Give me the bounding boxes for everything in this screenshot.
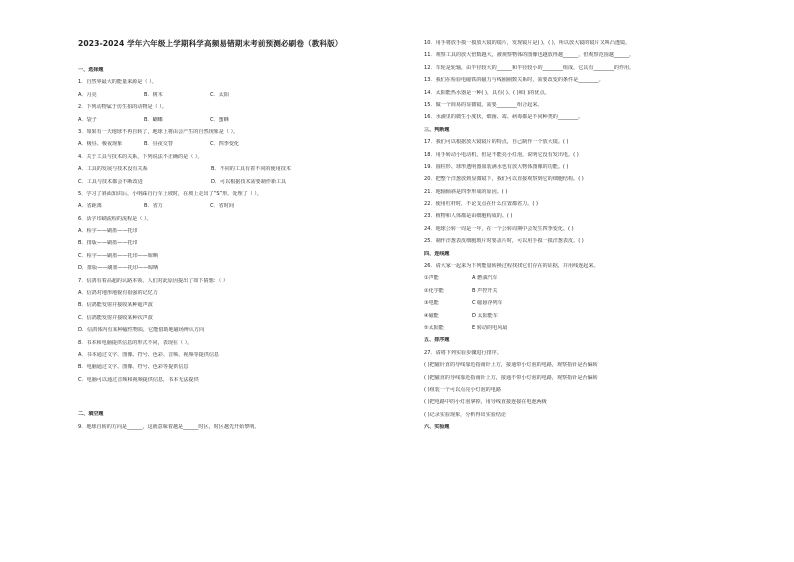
match-row: [424, 325, 774, 337]
question-6: 6．活字印刷流程的流程是（ ）。: [78, 215, 152, 222]
option: A．袋子: [78, 116, 97, 123]
option: B．不同的工具有着不同的使用技术: [211, 166, 291, 173]
sort-step: ( )把电路中的小灯泡拿掉，用导线直接连接在电池两极: [424, 399, 547, 406]
section-heading: 二、填空题: [78, 411, 104, 418]
question-18: 18．用手转动小电动机，但是不能亮小灯泡，说明它没有发出电。( ): [424, 151, 579, 158]
match-row: [424, 300, 774, 312]
section-heading: 六、实验题: [424, 424, 450, 431]
question-2: 2．下列动物属于仿生拍的动物是（ ）。: [78, 104, 167, 111]
question-13: 13．我们在检验电磁铁的磁力与线圈圈数关系时，需要改变的条件是________。: [424, 77, 604, 84]
option: C．信鸽能发射并接收某种次声波: [78, 314, 153, 321]
question-1: 1．自然界最大的能量来源是（ ）。: [78, 79, 157, 86]
match-row: [424, 313, 774, 325]
option: A．省距离: [78, 203, 102, 210]
sort-step: ( )记录实验现象，分析得出实验结论: [424, 411, 507, 418]
question-17: 17．我们可以根据放大镜镜片的特点，自己制作一个放大镜。( ): [424, 139, 569, 146]
options-3: [78, 141, 387, 153]
match-right: E 转动的电风扇: [472, 324, 508, 331]
question-15: 15．做一个简易的显微镜，需要________组合起来。: [424, 101, 543, 108]
option: B．信鸽能发射并接收某种超声波: [78, 302, 153, 309]
question-11: 11．观察工具的放大倍数越大，被观察物体的图像也越放得越______，但观察范围越______。: [424, 52, 635, 59]
match-left: ③电能: [424, 300, 439, 307]
question-22: 22．使用杠杆时，不论支点在什么位置都省力。( ): [424, 201, 538, 208]
question-4: 4．关于工具与技术的关系，下列说法不正确的是（ ）。: [78, 153, 203, 160]
option: B．昼夜交替: [144, 141, 173, 148]
option: B．电脑通过文字、图像、符号、色彩等提供信息: [78, 364, 189, 371]
sort-step: ( )把磁针直的导线靠近指南针上方，接通带小灯泡的电路，观察指针是否偏转: [424, 362, 598, 369]
option: C．检字——刷墨——托印——晾晒: [78, 252, 158, 259]
options-5: [78, 203, 387, 215]
option: D．排版——刷墨——托印——晾晒: [78, 265, 159, 272]
question-26: 26．请大家一起来为下列能量转换过程找找它们存在的证据，并用线连起来。: [424, 263, 599, 270]
option: D．信鸽体内有某种磁性物质，它能借助地磁场辨认方向: [78, 327, 205, 334]
match-row: [424, 275, 774, 287]
question-16: 16．水滴里的微生小度状，细菌、霉、病毒都是不同种类的________。: [424, 114, 584, 121]
option: C．工具与技术都会不断改进: [78, 178, 143, 185]
question-9: 9．地球自转的方向是______，这就意味着越是______时区，时区越先开始黎明。: [78, 423, 260, 430]
question-20: 20．把整个洋葱放到显微镜下，我们可以直接观察到它的细胞结构。( ): [424, 176, 584, 183]
sort-step: ( )把磁直的导线靠近指南针上方，接通不带小灯泡的电路，观察指针是否偏转: [424, 374, 598, 381]
match-left: ①声能: [424, 275, 439, 282]
question-3: 3．如果有一天地球不再自转了，地球上将由会产生的自然现象是（ ）。: [78, 128, 239, 135]
option: A．极昼、极夜现象: [78, 141, 123, 148]
option: B．树木: [144, 91, 163, 98]
option: C．蜜蜂: [210, 116, 229, 123]
option: D．可以根据技术需要制作新工具: [211, 178, 287, 185]
options-2: [78, 117, 387, 129]
option: C．四季变化: [210, 141, 240, 148]
section-heading: 五、排序题: [424, 337, 450, 344]
option: A．信鸽对地形地貌有很强的记忆力: [78, 290, 158, 297]
question-25: 25．制作洋葱表皮细胞玻片时要盖片时，可以用手摸一摸洋葱表皮。( ): [424, 238, 584, 245]
option: A．工具的发展与技术没有关系: [78, 166, 148, 173]
question-8: 8．书本和电脑提供信息的形式不同，表现在（ ）。: [78, 339, 193, 346]
option: C．太阳: [210, 91, 229, 98]
match-left: ②化学能: [424, 287, 444, 294]
option: A．书本通过文字、图像、符号、色彩、音频、视频等提供信息: [78, 351, 220, 358]
option: C．电脑可以通过音频和视频提供信息，书本无法提供: [78, 376, 199, 383]
match-right: C 磁悬浮列车: [472, 300, 503, 307]
option: A．检字——刷墨——托印: [78, 228, 138, 235]
option: B．排版——刷墨——托印: [78, 240, 138, 247]
match-right: B 声控开关: [472, 287, 498, 294]
match-row: [424, 288, 774, 300]
option: C．省时间: [210, 203, 234, 210]
options-4a: [78, 166, 387, 178]
question-21: 21．地轴倾斜是四季形成的原因。( ): [424, 188, 508, 195]
question-19: 19．圆柱形、球形透明器皿装满水也有放大物体图像的功能。( ): [424, 163, 569, 170]
option: B．省力: [144, 203, 163, 210]
page-title: 2023-2024 学年六年级上学期科学高频易错期末考前预测必刷卷（教科版）: [78, 39, 343, 48]
option: A．月亮: [78, 91, 97, 98]
question-12: 12．车轮是轮轴，由半径较大的______和半径较小的________组成，它具有________的作用。: [424, 64, 635, 71]
section-heading: 三、判断题: [424, 126, 450, 133]
question-14: 14．太阳能热水器是一种( )，具有( )、( )和( )的优点。: [424, 89, 550, 96]
section-heading: 一、选择题: [78, 67, 104, 73]
right-column: [397, 0, 794, 562]
section-heading: 四、连线题: [424, 250, 450, 257]
question-10: 10．用手将放手摸一摸放大镜的镜片，发现镜片是( )，( )，所以放大镜的镜片又叫凸透镜。: [424, 40, 631, 46]
question-27: 27．请将下列实验步骤进行排序。: [424, 349, 502, 356]
options-4b: [78, 179, 387, 191]
question-24: 24．地球公转一周是一年，在一个公转周期中会发生四季变化。( ): [424, 225, 574, 232]
match-left: ⑤太阳能: [424, 324, 444, 331]
match-right: D 太阳能车: [472, 312, 498, 319]
question-5: 5．学习了斜面知识后，小明踩自行车上坡时，在坡上走出了“S”形。处理了（ ）。: [78, 190, 263, 197]
option: B．蝴蝶: [144, 116, 163, 123]
sort-step: ( )组装一个可以点亮小灯泡的电路: [424, 386, 501, 393]
match-left: ④磁能: [424, 312, 439, 319]
match-right: A 燃油汽车: [472, 275, 498, 282]
question-7: 7．信鸽有着高超的认路本领，人们对此原因提出了如下猜想：（ ）: [78, 277, 229, 284]
options-1: [78, 92, 387, 104]
question-23: 23．植物和人体都是由细胞构成的。( ): [424, 213, 513, 220]
